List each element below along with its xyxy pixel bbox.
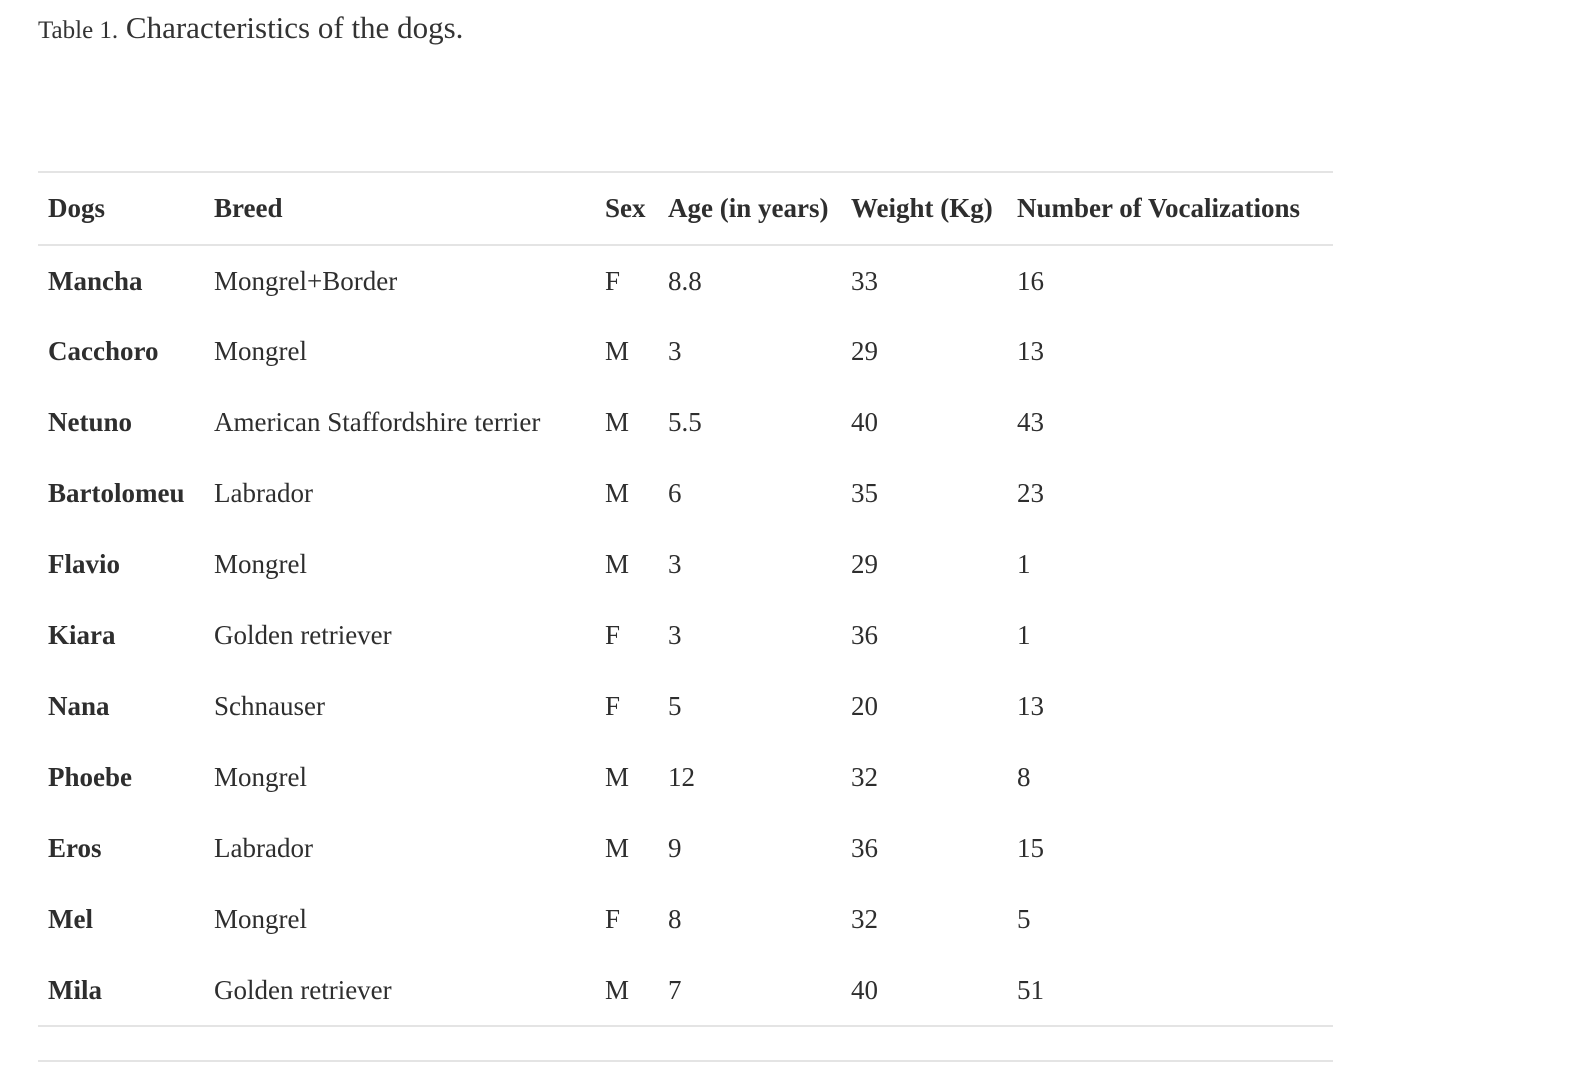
table-row <box>38 955 1333 1026</box>
weight-cell: 29 <box>851 336 878 366</box>
dog-name-cell: Cacchoro <box>48 336 159 366</box>
sex-cell: M <box>605 478 630 508</box>
table-row <box>38 458 1333 529</box>
table-row <box>38 529 1333 600</box>
table-row <box>38 316 1333 387</box>
breed-cell: Mongrel+Border <box>214 265 398 296</box>
weight-cell: 32 <box>851 904 878 934</box>
vocalizations-cell: 51 <box>1017 974 1044 1005</box>
age-cell: 8 <box>668 904 682 934</box>
sex-cell: F <box>605 904 621 934</box>
age-cell: 3 <box>668 620 682 650</box>
table-row <box>38 742 1333 813</box>
dog-name-cell: Nana <box>48 691 110 721</box>
breed-cell: American Staffordshire terrier <box>214 407 541 437</box>
age-cell: 5.5 <box>668 407 702 437</box>
age-cell: 8.8 <box>668 265 702 296</box>
weight-cell: 20 <box>851 691 878 721</box>
dogs-table-container <box>38 171 1333 1027</box>
vocalizations-cell: 8 <box>1017 762 1031 792</box>
table-header <box>38 172 1333 245</box>
weight-cell: 29 <box>851 549 878 579</box>
header-breed: Breed <box>214 193 283 223</box>
weight-cell: 32 <box>851 762 878 792</box>
sex-cell: M <box>605 974 630 1005</box>
age-cell: 12 <box>668 762 695 792</box>
header-sex: Sex <box>605 193 646 223</box>
bottom-divider <box>38 1060 1333 1062</box>
age-cell: 3 <box>668 549 682 579</box>
table-body <box>38 245 1333 1026</box>
header-vocalizations: Number of Vocalizations <box>1017 193 1301 223</box>
vocalizations-cell: 23 <box>1017 478 1044 508</box>
sex-cell: F <box>605 620 621 650</box>
dog-name-cell: Bartolomeu <box>48 478 185 508</box>
vocalizations-cell: 16 <box>1017 265 1044 296</box>
age-cell: 5 <box>668 691 682 721</box>
breed-cell: Mongrel <box>214 762 307 792</box>
age-cell: 6 <box>668 478 682 508</box>
age-cell: 3 <box>668 336 682 366</box>
vocalizations-cell: 15 <box>1017 833 1044 863</box>
breed-cell: Schnauser <box>214 691 325 721</box>
breed-cell: Labrador <box>214 833 313 863</box>
table-row <box>38 600 1333 671</box>
weight-cell: 35 <box>851 478 878 508</box>
breed-cell: Mongrel <box>214 549 307 579</box>
table-row <box>38 884 1333 955</box>
header-age: Age (in years) <box>668 193 829 223</box>
breed-cell: Golden retriever <box>214 974 392 1005</box>
sex-cell: F <box>605 691 621 721</box>
table-caption <box>38 10 463 46</box>
sex-cell: M <box>605 549 630 579</box>
weight-cell: 36 <box>851 833 878 863</box>
table-caption-label: Table 1. <box>38 17 119 44</box>
dog-name-cell: Phoebe <box>48 762 132 792</box>
breed-cell: Labrador <box>214 478 313 508</box>
weight-cell: 40 <box>851 974 878 1005</box>
age-cell: 7 <box>668 974 682 1005</box>
sex-cell: M <box>605 336 630 366</box>
dog-name-cell: Mancha <box>48 265 143 296</box>
dog-name-cell: Kiara <box>48 620 116 650</box>
dog-name-cell: Flavio <box>48 549 120 579</box>
vocalizations-cell: 43 <box>1017 407 1044 437</box>
header-weight: Weight (Kg) <box>851 193 993 223</box>
sex-cell: M <box>605 762 630 792</box>
dogs-table <box>38 171 1333 1027</box>
header-dogs: Dogs <box>48 193 106 223</box>
breed-cell: Golden retriever <box>214 620 392 650</box>
dog-name-cell: Eros <box>48 833 102 863</box>
vocalizations-cell: 5 <box>1017 904 1031 934</box>
table-caption-text: Characteristics of the dogs. <box>125 10 464 45</box>
dog-name-cell: Mel <box>48 904 93 934</box>
dog-name-cell: Mila <box>48 974 102 1005</box>
weight-cell: 36 <box>851 620 878 650</box>
vocalizations-cell: 13 <box>1017 336 1044 366</box>
sex-cell: F <box>605 265 621 296</box>
breed-cell: Mongrel <box>214 336 307 366</box>
vocalizations-cell: 1 <box>1017 549 1031 579</box>
sex-cell: M <box>605 407 630 437</box>
table-row <box>38 813 1333 884</box>
table-row <box>38 387 1333 458</box>
weight-cell: 33 <box>851 265 878 296</box>
weight-cell: 40 <box>851 407 878 437</box>
age-cell: 9 <box>668 833 682 863</box>
dog-name-cell: Netuno <box>48 407 133 437</box>
sex-cell: M <box>605 833 630 863</box>
breed-cell: Mongrel <box>214 904 307 934</box>
vocalizations-cell: 1 <box>1017 620 1031 650</box>
vocalizations-cell: 13 <box>1017 691 1044 721</box>
table-row <box>38 671 1333 742</box>
table-row <box>38 245 1333 316</box>
header-row <box>38 172 1333 245</box>
